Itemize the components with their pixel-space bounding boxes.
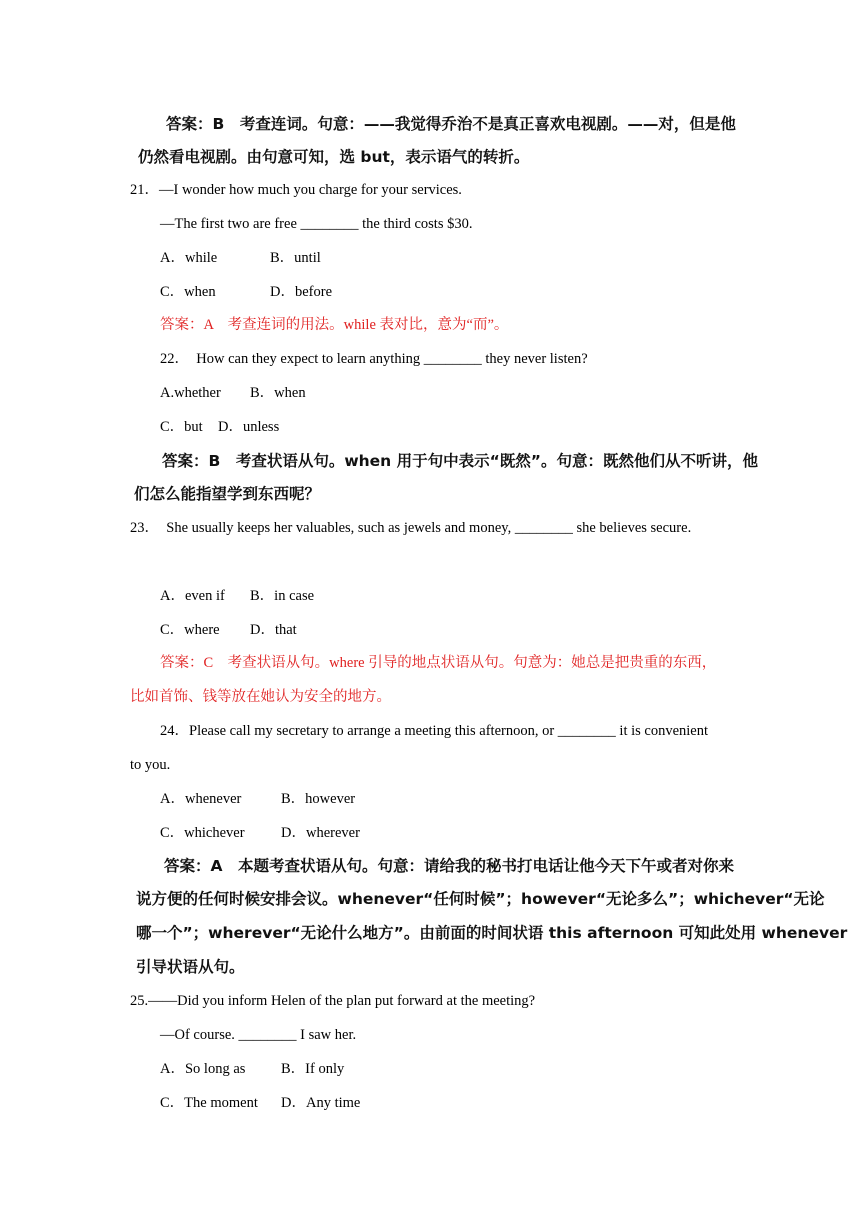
answer-24-line1: 答案：A 本题考查状语从句。句意：请给我的秘书打电话让他今天下午或者对你来	[164, 857, 734, 875]
option-b: B．however	[281, 791, 356, 807]
question-25-options-cd	[160, 1093, 360, 1113]
option-a: A.whether	[160, 385, 221, 401]
question-23-options-ab	[160, 586, 314, 606]
answer-20-line1: 答案：B 考查连词。句意：——我觉得乔治不是真正喜欢电视剧。——对，但是他	[166, 115, 736, 133]
option-a: A．even if	[160, 588, 225, 604]
option-c: C．whichever	[160, 825, 245, 841]
option-d: D．Any time	[281, 1095, 361, 1111]
option-a: A．while	[160, 250, 218, 266]
question-21-stem: 21．—I wonder how much you charge for your services.	[130, 182, 462, 198]
answer-22-line2: 们怎么能指望学到东西呢？	[134, 485, 321, 503]
question-21-options-ab	[160, 248, 321, 268]
question-24-stem-line2: to you.	[130, 757, 171, 773]
question-21-options-cd	[160, 282, 332, 302]
question-24-options-ab	[160, 789, 355, 809]
question-23-stem: 23． She usually keeps her valuables, such as jewels and money, ________ she believes secure.	[130, 520, 692, 536]
question-22-options-cd	[160, 417, 279, 437]
answer-24-line4: 引导状语从句。	[136, 958, 245, 976]
answer-21: 答案：A 考查连词的用法。while 表对比，意为“而”。	[160, 317, 509, 333]
option-b: B．when	[250, 385, 306, 401]
question-24-options-cd	[160, 823, 360, 843]
answer-24-line2: 说方便的任何时候安排会议。whenever“任何时候”；however“无论多么”；whichever“无论	[136, 890, 825, 908]
option-c: C．The moment	[160, 1095, 258, 1111]
answer-23-line1: 答案：C 考查状语从句。where 引导的地点状语从句。句意为：她总是把贵重的东西，	[160, 655, 717, 671]
question-21-stem-line2: —The first two are free ________ the third costs $30.	[160, 216, 473, 232]
option-c: C．but	[160, 419, 203, 435]
question-25-stem-line2: —Of course. ________ I saw her.	[160, 1027, 357, 1043]
answer-23-line2: 比如首饰、钱等放在她认为安全的地方。	[130, 689, 391, 705]
option-b: B．If only	[281, 1061, 345, 1077]
option-a: A．So long as	[160, 1061, 246, 1077]
option-c: C．where	[160, 622, 220, 638]
option-b: B．in case	[250, 588, 315, 604]
question-24-stem: 24．Please call my secretary to arrange a meeting this afternoon, or ________ it is convenient	[160, 723, 709, 739]
answer-24-line3: 哪一个”；wherever“无论什么地方”。由前面的时间状语 this afternoon 可知此处用 whenever	[136, 924, 848, 942]
option-d: D．unless	[218, 419, 280, 435]
option-a: A．whenever	[160, 791, 242, 807]
option-c: C．when	[160, 284, 216, 300]
option-d: D．before	[270, 284, 333, 300]
option-d: D．wherever	[281, 825, 360, 841]
answer-22-line1: 答案：B 考查状语从句。when 用于句中表示“既然”。句意：既然他们从不听讲，他	[162, 452, 758, 470]
question-23-options-cd	[160, 620, 297, 640]
option-d: D．that	[250, 622, 297, 638]
question-22-options-ab	[160, 383, 306, 403]
option-b: B．until	[270, 250, 321, 266]
answer-20-line2: 仍然看电视剧。由句意可知，选 but，表示语气的转折。	[138, 148, 530, 166]
question-22-stem: 22． How can they expect to learn anything ________ they never listen?	[160, 351, 588, 367]
question-25-options-ab	[160, 1059, 344, 1079]
question-25-stem: 25.——Did you inform Helen of the plan put forward at the meeting?	[130, 993, 536, 1009]
